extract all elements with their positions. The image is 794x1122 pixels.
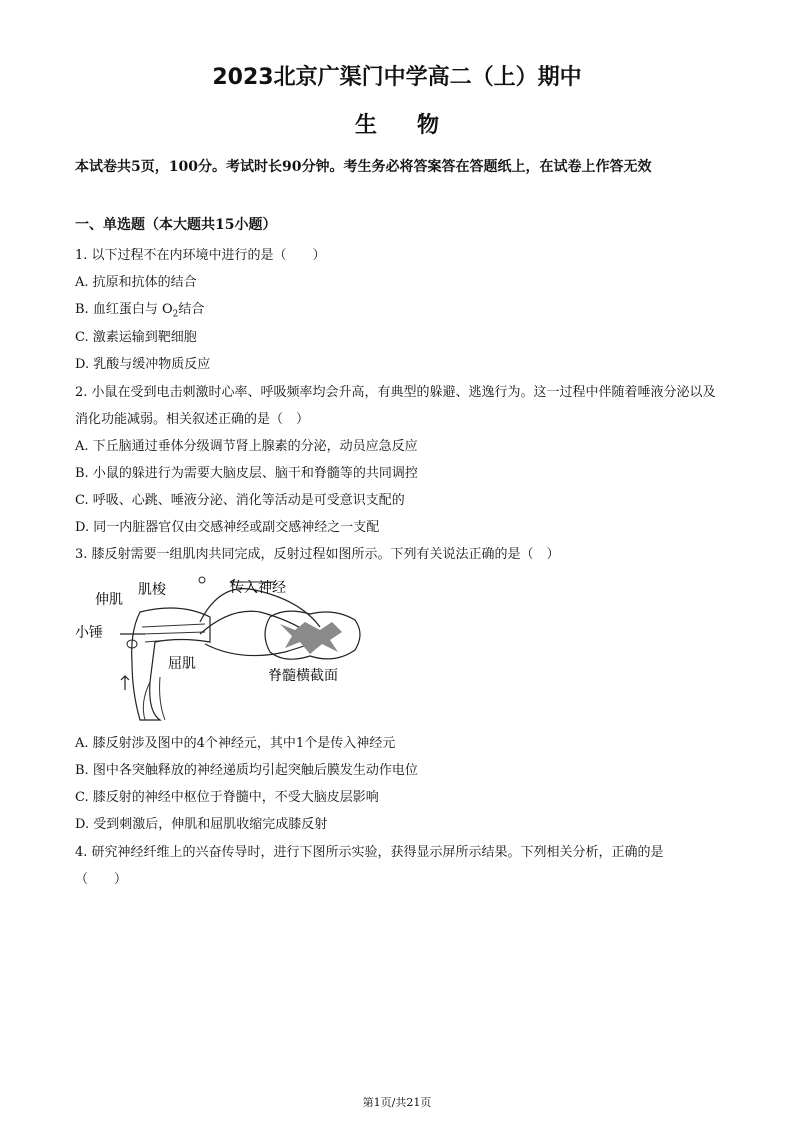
kick-arrow-icon (121, 676, 129, 690)
page-title: 2023北京广渠门中学高二（上）期中 (212, 65, 582, 90)
q1-option-b: B. 血红蛋白与 $O_2$结合 (75, 302, 205, 320)
q3-option-c: C. 膝反射的神经中枢位于脊髓中，不受大脑皮层影响 (75, 790, 379, 805)
q3-option-d: D. 受到刺激后，伸肌和屈肌收缩完成膝反射 (75, 817, 328, 832)
q2-option-d: D. 同一内脏器官仅由交感神经或副交感神经之一支配 (75, 520, 380, 535)
page-footer: 第1页/共21页 (362, 1096, 432, 1109)
q3-stem: 3. 膝反射需要一组肌肉共同完成，反射过程如图所示。下列有关说法正确的是（ ） (75, 547, 560, 562)
q2-option-c: C. 呼吸、心跳、唾液分泌、消化等活动是可受意识支配的 (75, 493, 405, 508)
q2-option-a: A. 下丘脑通过垂体分级调节肾上腺素的分泌，动员应急反应 (75, 439, 418, 454)
efferent-nerve-path (205, 642, 315, 656)
q1-option-c: C. 激素运输到靶细胞 (75, 330, 197, 345)
q2-option-b: B. 小鼠的躲进行为需要大脑皮层、脑干和脊髓等的共同调控 (75, 466, 418, 481)
label-afferent-nerve: 传入神经 (230, 580, 286, 596)
q3-option-b: B. 图中各突触释放的神经递质均引起突触后膜发生动作电位 (75, 763, 418, 778)
q2-stem: 2. 小鼠在受到电击刺激时心率、呼吸频率均会升高，有典型的躲避、逃逸行为。这一过程中伴随着唾液分泌以及消化功能减弱。相关叙述正确的是（ ） (75, 385, 716, 427)
section-heading: 一、单选题（本大题共15小题） (75, 217, 277, 233)
label-extensor: 伸肌 (95, 592, 123, 608)
q4-paren: （ ） (75, 872, 128, 887)
exam-instructions: 本试卷共5页，100分。考试时长90分钟。考生务必将答案答在答题纸上，在试卷上作答无效 (75, 159, 652, 175)
label-spindle: 肌梭 (138, 582, 166, 598)
q1-stem: 1. 以下过程不在内环境中进行的是（ ） (75, 248, 326, 263)
subject-title: 生物 (354, 113, 479, 138)
q3-option-a: A. 膝反射涉及图中的4个神经元，其中1个是传入神经元 (75, 736, 396, 751)
ganglion-marker (199, 577, 205, 583)
label-hammer: 小锤 (75, 625, 103, 641)
label-spinal-section: 脊髓横截面 (268, 668, 338, 684)
q4-stem: 4. 研究神经纤维上的兴奋传导时，进行下图所示实验，获得显示屏所示结果。下列相关分析，正确的是 (75, 845, 664, 860)
label-flexor: 屈肌 (168, 656, 196, 672)
q1-option-a: A. 抗原和抗体的结合 (75, 275, 197, 290)
knee-reflex-figure (70, 572, 370, 724)
spinal-gray-matter (280, 622, 342, 654)
knee-reflex-diagram (70, 572, 370, 724)
q1-option-d: D. 乳酸与缓冲物质反应 (75, 357, 211, 372)
